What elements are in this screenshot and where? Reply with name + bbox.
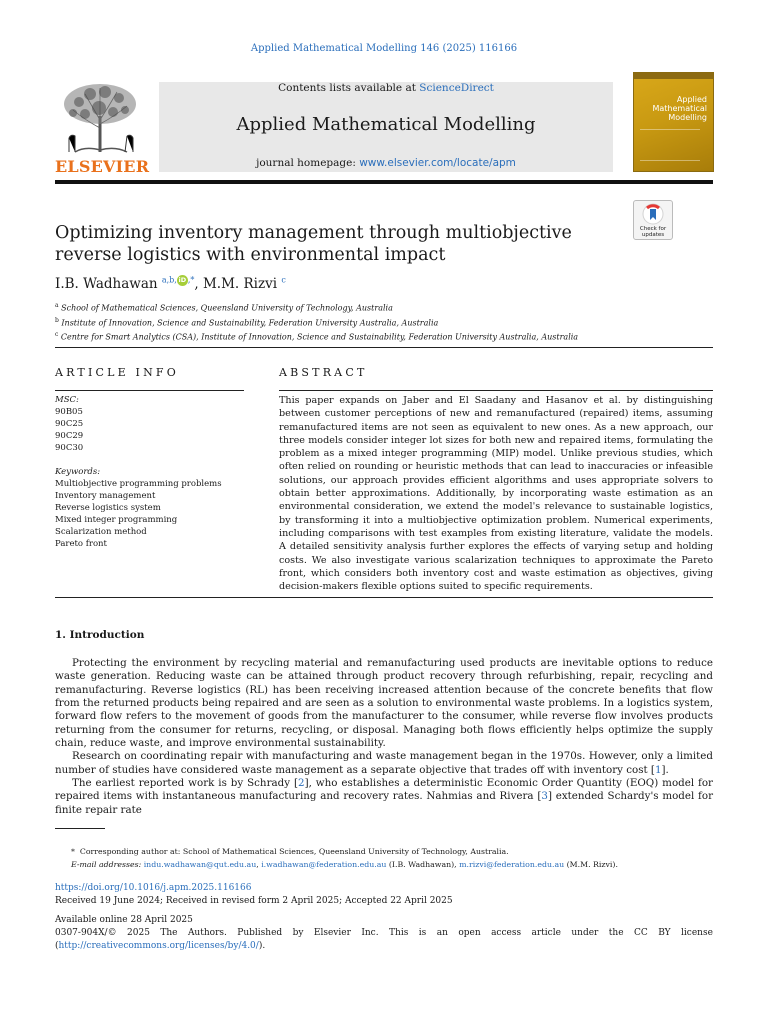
available-online: Available online 28 April 2025	[55, 915, 193, 925]
cover-title	[652, 95, 707, 122]
license-word: 0307-904X/©	[55, 928, 117, 938]
author-affiliation-marks[interactable]: c	[281, 275, 286, 285]
license-word: Inc.	[361, 928, 379, 938]
publication-info	[55, 882, 713, 953]
article-title: Optimizing inventory management through multiobjective reverse logistics with environmental impact	[55, 223, 572, 265]
divider	[55, 390, 244, 391]
license-word: by	[292, 928, 304, 938]
homepage-prefix: journal homepage:	[256, 157, 360, 169]
license-word: 2025	[127, 928, 150, 938]
license-word: an	[436, 928, 448, 938]
citation-link[interactable]: 3	[541, 790, 548, 803]
affiliation-item	[55, 315, 578, 330]
journal-cover-image[interactable]	[633, 72, 714, 172]
license-word: open	[458, 928, 481, 938]
license-link[interactable]: http://creativecommons.org/licenses/by/4.0/	[58, 941, 259, 951]
journal-reference-link[interactable]	[0, 43, 768, 54]
affiliation-key: a	[55, 302, 59, 309]
keywords	[55, 466, 222, 550]
elsevier-wordmark: ELSEVIER	[55, 157, 150, 176]
affiliation-key: b	[55, 316, 59, 324]
footnote-divider	[55, 828, 105, 829]
msc-label: MSC:	[55, 395, 79, 405]
keyword: Scalarization method	[55, 527, 147, 537]
cover-decoration	[640, 129, 700, 161]
corresponding-author-mark[interactable]: ,*	[187, 275, 195, 285]
license-word: Authors.	[187, 928, 227, 938]
contents-line	[159, 82, 613, 94]
homepage-line	[159, 157, 613, 169]
journal-title: Applied Mathematical Modelling	[236, 114, 536, 135]
affiliation-item	[55, 329, 578, 344]
check-for-updates-label: Check for updates	[639, 226, 667, 238]
email-label: E-mail addresses:	[71, 860, 142, 869]
email-owner: (M.M. Rizvi).	[564, 860, 618, 869]
doi-link[interactable]: https://doi.org/10.1016/j.apm.2025.116166	[55, 883, 252, 893]
msc-code: 90C25	[55, 419, 84, 429]
footnotes	[55, 845, 713, 871]
divider	[55, 347, 713, 348]
journal-masthead	[159, 82, 613, 172]
author-list: I.B. Wadhawan $^{a,b,}$ iD ,*, M.M. Rizvi $^c$	[55, 275, 286, 292]
license-word: This	[389, 928, 409, 938]
license-word: CC	[633, 928, 648, 938]
cover-title-line: Mathematical	[652, 104, 707, 113]
paren-open: (	[55, 941, 59, 951]
msc-code: 90C30	[55, 443, 84, 453]
license-line	[55, 927, 713, 940]
footnote-marker: *	[71, 847, 80, 856]
contents-prefix: Contents lists available at	[278, 82, 420, 94]
email-link[interactable]: i.wadhawan@federation.edu.au	[261, 860, 387, 869]
journal-header	[55, 72, 713, 176]
email-owner: (I.B. Wadhawan),	[386, 860, 460, 869]
msc-code: 90C29	[55, 431, 84, 441]
divider	[55, 597, 713, 598]
license-word: Elsevier	[313, 928, 351, 938]
keyword: Reverse logistics system	[55, 503, 161, 513]
sciencedirect-link[interactable]: ScienceDirect	[419, 82, 494, 94]
journal-homepage-link[interactable]: www.elsevier.com/locate/apm	[359, 157, 516, 169]
bookmark-icon	[634, 201, 672, 229]
journal-reference[interactable]: Applied Mathematical Modelling 146 (2025) 116166	[250, 43, 518, 54]
license-word: access	[491, 928, 522, 938]
citation-link[interactable]: 1	[654, 763, 662, 776]
license-word: the	[608, 928, 624, 938]
introduction-body	[55, 657, 713, 817]
affiliation-text: Centre for Smart Analytics (CSA), Institute of Innovation, Science and Sustainability, Federation University Australia, Australia	[60, 332, 579, 342]
keyword: Multiobjective programming problems	[55, 479, 222, 489]
paren-close: ).	[258, 941, 266, 951]
received-dates: Received 19 June 2024; Received in revised form 2 April 2025; Accepted 22 April 2025	[55, 896, 453, 906]
license-word: is	[418, 928, 427, 938]
section-heading: 1. Introduction	[55, 629, 145, 641]
email-addresses: E-mail addresses: indu.wadhawan@qut.edu.au, i.wadhawan@federation.edu.au (I.B. Wadhawan), m.rizvi@federation.edu.au (M.M. Rizvi).	[71, 860, 618, 869]
author-name[interactable]: M.M. Rizvi	[202, 276, 278, 292]
check-for-updates-badge[interactable]	[633, 200, 673, 240]
license-word: The	[160, 928, 178, 938]
affiliation-text: School of Mathematical Sciences, Queensland University of Technology, Australia	[61, 303, 393, 313]
article-info-heading: ARTICLE INFO	[55, 366, 179, 379]
msc-code: 90B05	[55, 407, 83, 417]
keyword: Inventory management	[55, 491, 156, 501]
elsevier-logo[interactable]	[55, 80, 150, 176]
corresponding-author-text: Corresponding author at: School of Mathematical Sciences, Queensland University of Technology, Australia.	[79, 847, 509, 856]
msc-codes	[55, 394, 83, 454]
abstract-heading: ABSTRACT	[279, 366, 368, 379]
email-link[interactable]: indu.wadhawan@qut.edu.au	[143, 860, 257, 869]
orcid-icon[interactable]: iD	[178, 276, 187, 284]
divider	[279, 390, 713, 391]
keywords-label: Keywords:	[55, 467, 101, 477]
license-link-line	[55, 940, 713, 953]
email-link[interactable]: m.rizvi@federation.edu.au	[459, 860, 565, 869]
header-rule	[55, 180, 713, 184]
affiliation-text: Institute of Innovation, Science and Sustainability, Federation University Australia, Australia	[61, 318, 439, 328]
cover-title-line: Applied	[676, 95, 707, 104]
affiliation-key: c	[55, 331, 59, 339]
cover-title-line: Modelling	[668, 113, 707, 122]
keyword: Mixed integer programming	[55, 515, 178, 525]
author-name[interactable]: I.B. Wadhawan	[55, 276, 158, 292]
corresponding-author-note	[55, 845, 713, 858]
license-word: Published	[237, 928, 283, 938]
license-word: under	[571, 928, 599, 938]
abstract-text: This paper expands on Jaber and El Saadany and Hasanov et al. by distinguishing between customer perceptions of new and remanufactured (repaired) items, assuming remanufactured items are not seen as equivalent to new ones. As a new approach, our three models consider integer lot sizes for both new and repaired items, formulating the problem as a mixed integer programming (MIP) model. Unlike previous studies, which often relied on rounding or heuristic methods that can lead to inaccuracies or infeasible solutions, our approach provides efficient algorithms and uses appropriate solvers to obtain better approximations. Additionally, by incorporating waste estimation as an environmental consideration, we extend the model's relevance to sustainable logistics, by transforming it into a multiobjective optimization problem. Numerical experiments, including comparisons with test examples from existing literature, validate the models. A detailed sensitivity analysis further explores the effects of varying setup and holding costs. We also investigate various scalarization techniques to approximate the Pareto front, which considers both inventory cost and waste estimation as objectives, giving decision-makers flexible options suited to specific requirements.	[279, 395, 713, 593]
citation-link[interactable]: 2	[298, 777, 305, 790]
license-word: BY	[658, 928, 671, 938]
paragraph: Research on coordinating repair with manufacturing and waste management began in the 1970s. However, only a limited number of studies have considered waste management as a separate objective that trades off with inventory cost [1].	[55, 750, 713, 776]
license-word: license	[681, 928, 713, 938]
cover-stripe	[634, 73, 713, 79]
elsevier-tree-icon	[55, 80, 145, 154]
author-affiliation-marks[interactable]: a,b,	[161, 275, 177, 285]
paragraph: The earliest reported work is by Schrady [2], who establishes a deterministic Economic Order Quantity (EOQ) model for repaired items with instantaneous manufacturing and recovery rates. Nahmias and Rivera [3] extended Schardy's model for finite repair rate	[55, 777, 713, 816]
affiliation-item	[55, 300, 578, 315]
affiliations	[55, 300, 578, 344]
license-word: article	[531, 928, 561, 938]
paragraph: Protecting the environment by recycling material and remanufacturing used products are inevitable options to reduce waste generation. Reducing waste can be attained through product recovery through refurbishing, repair, recycling and remanufacturing. Reverse logistics (RL) has been receiving increased attention because of the concrete benefits that flow from the returned products being repaired and are seen as a solution to environmental waste problems. In a logistics system, forward flow refers to the movement of goods from the manufacturer to the consumer, while reverse flow involves products returning from the consumer for returns, recycling, or disposal. Managing both flows efficiently helps optimize the supply chain, reduce waste, and improve environmental sustainability.	[55, 657, 713, 750]
keyword: Pareto front	[55, 539, 107, 549]
